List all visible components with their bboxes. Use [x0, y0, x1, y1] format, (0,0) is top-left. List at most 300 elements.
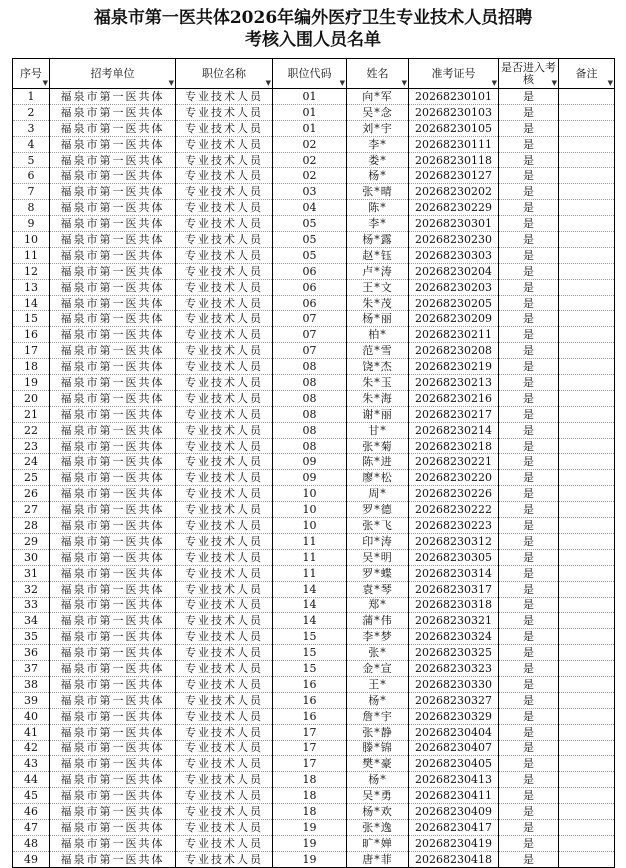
header-seq[interactable]	[13, 59, 50, 89]
cell-seq[interactable]: 6	[13, 168, 50, 184]
cell-position[interactable]: 专业技术人员	[176, 120, 273, 136]
cell-seq[interactable]: 16	[13, 327, 50, 343]
cell-name[interactable]: 范*雪	[347, 343, 409, 359]
cell-name[interactable]: 杨*丽	[347, 311, 409, 327]
cell-unit[interactable]: 福泉市第一医共体	[50, 104, 176, 120]
cell-name[interactable]: 杨*	[347, 168, 409, 184]
cell-remark[interactable]	[559, 200, 615, 216]
cell-exam-no[interactable]: 20268230209	[409, 311, 499, 327]
cell-remark[interactable]	[559, 692, 615, 708]
cell-position[interactable]: 专业技术人员	[176, 740, 273, 756]
cell-name[interactable]: 饶*杰	[347, 359, 409, 375]
cell-name[interactable]: 周*	[347, 486, 409, 502]
cell-exam-no[interactable]: 20268230314	[409, 565, 499, 581]
cell-code[interactable]: 07	[273, 327, 347, 343]
cell-remark[interactable]	[559, 438, 615, 454]
cell-enter[interactable]: 是	[499, 279, 559, 295]
cell-position[interactable]: 专业技术人员	[176, 486, 273, 502]
cell-seq[interactable]: 31	[13, 565, 50, 581]
cell-remark[interactable]	[559, 533, 615, 549]
cell-unit[interactable]: 福泉市第一医共体	[50, 724, 176, 740]
cell-name[interactable]: 甘*	[347, 422, 409, 438]
cell-seq[interactable]: 1	[13, 89, 50, 105]
cell-code[interactable]: 19	[273, 851, 347, 867]
cell-enter[interactable]: 是	[499, 819, 559, 835]
cell-remark[interactable]	[559, 613, 615, 629]
cell-code[interactable]: 16	[273, 708, 347, 724]
cell-enter[interactable]: 是	[499, 184, 559, 200]
cell-name[interactable]: 郑*	[347, 597, 409, 613]
cell-position[interactable]: 专业技术人员	[176, 327, 273, 343]
cell-seq[interactable]: 30	[13, 549, 50, 565]
cell-name[interactable]: 李*	[347, 216, 409, 232]
cell-remark[interactable]	[559, 120, 615, 136]
cell-seq[interactable]: 47	[13, 819, 50, 835]
cell-remark[interactable]	[559, 454, 615, 470]
cell-unit[interactable]: 福泉市第一医共体	[50, 247, 176, 263]
cell-enter[interactable]: 是	[499, 152, 559, 168]
header-code[interactable]	[273, 59, 347, 89]
cell-unit[interactable]: 福泉市第一医共体	[50, 422, 176, 438]
cell-seq[interactable]: 43	[13, 756, 50, 772]
cell-remark[interactable]	[559, 486, 615, 502]
header-enter[interactable]	[499, 59, 559, 89]
cell-enter[interactable]: 是	[499, 486, 559, 502]
cell-enter[interactable]: 是	[499, 772, 559, 788]
cell-enter[interactable]: 是	[499, 533, 559, 549]
cell-position[interactable]: 专业技术人员	[176, 470, 273, 486]
cell-name[interactable]: 罗*德	[347, 502, 409, 518]
cell-name[interactable]: 印*涛	[347, 533, 409, 549]
cell-position[interactable]: 专业技术人员	[176, 581, 273, 597]
cell-exam-no[interactable]: 20268230413	[409, 772, 499, 788]
cell-unit[interactable]: 福泉市第一医共体	[50, 518, 176, 534]
cell-unit[interactable]: 福泉市第一医共体	[50, 454, 176, 470]
header-name[interactable]	[347, 59, 409, 89]
cell-exam-no[interactable]: 20268230417	[409, 819, 499, 835]
cell-name[interactable]: 唐*菲	[347, 851, 409, 867]
cell-seq[interactable]: 20	[13, 390, 50, 406]
cell-exam-no[interactable]: 20268230329	[409, 708, 499, 724]
cell-position[interactable]: 专业技术人员	[176, 232, 273, 248]
cell-seq[interactable]: 9	[13, 216, 50, 232]
cell-name[interactable]: 陈*	[347, 200, 409, 216]
cell-seq[interactable]: 5	[13, 152, 50, 168]
cell-code[interactable]: 14	[273, 613, 347, 629]
cell-enter[interactable]: 是	[499, 454, 559, 470]
cell-remark[interactable]	[559, 406, 615, 422]
cell-code[interactable]: 18	[273, 772, 347, 788]
cell-seq[interactable]: 17	[13, 343, 50, 359]
cell-unit[interactable]: 福泉市第一医共体	[50, 819, 176, 835]
cell-name[interactable]: 吴*明	[347, 549, 409, 565]
cell-unit[interactable]: 福泉市第一医共体	[50, 216, 176, 232]
cell-name[interactable]: 杨*	[347, 692, 409, 708]
cell-unit[interactable]: 福泉市第一医共体	[50, 661, 176, 677]
cell-name[interactable]: 朱*玉	[347, 375, 409, 391]
cell-exam-no[interactable]: 20268230321	[409, 613, 499, 629]
cell-name[interactable]: 陈*进	[347, 454, 409, 470]
cell-seq[interactable]: 22	[13, 422, 50, 438]
cell-remark[interactable]	[559, 232, 615, 248]
cell-enter[interactable]: 是	[499, 470, 559, 486]
cell-position[interactable]: 专业技术人员	[176, 661, 273, 677]
cell-unit[interactable]: 福泉市第一医共体	[50, 772, 176, 788]
cell-unit[interactable]: 福泉市第一医共体	[50, 279, 176, 295]
cell-code[interactable]: 14	[273, 581, 347, 597]
cell-unit[interactable]: 福泉市第一医共体	[50, 438, 176, 454]
cell-position[interactable]: 专业技术人员	[176, 613, 273, 629]
cell-seq[interactable]: 4	[13, 136, 50, 152]
cell-exam-no[interactable]: 20268230301	[409, 216, 499, 232]
cell-name[interactable]: 金*宣	[347, 661, 409, 677]
filter-dropdown-icon[interactable]: ▼	[401, 79, 407, 87]
cell-position[interactable]: 专业技术人员	[176, 851, 273, 867]
cell-code[interactable]: 08	[273, 375, 347, 391]
cell-exam-no[interactable]: 20268230418	[409, 851, 499, 867]
cell-remark[interactable]	[559, 216, 615, 232]
cell-position[interactable]: 专业技术人员	[176, 835, 273, 851]
cell-unit[interactable]: 福泉市第一医共体	[50, 804, 176, 820]
cell-enter[interactable]: 是	[499, 629, 559, 645]
cell-exam-no[interactable]: 20268230220	[409, 470, 499, 486]
cell-unit[interactable]: 福泉市第一医共体	[50, 486, 176, 502]
cell-code[interactable]: 05	[273, 216, 347, 232]
cell-position[interactable]: 专业技术人员	[176, 390, 273, 406]
cell-code[interactable]: 15	[273, 661, 347, 677]
cell-name[interactable]: 娄*	[347, 152, 409, 168]
cell-code[interactable]: 11	[273, 565, 347, 581]
cell-enter[interactable]: 是	[499, 804, 559, 820]
cell-name[interactable]: 杨*露	[347, 232, 409, 248]
cell-code[interactable]: 14	[273, 597, 347, 613]
cell-exam-no[interactable]: 20268230405	[409, 756, 499, 772]
filter-dropdown-icon[interactable]: ▼	[551, 79, 557, 87]
cell-position[interactable]: 专业技术人员	[176, 518, 273, 534]
cell-name[interactable]: 张*菊	[347, 438, 409, 454]
header-remark[interactable]	[559, 59, 615, 89]
cell-enter[interactable]: 是	[499, 422, 559, 438]
cell-seq[interactable]: 45	[13, 788, 50, 804]
cell-seq[interactable]: 44	[13, 772, 50, 788]
cell-unit[interactable]: 福泉市第一医共体	[50, 295, 176, 311]
cell-name[interactable]: 袁*琴	[347, 581, 409, 597]
cell-enter[interactable]: 是	[499, 89, 559, 105]
cell-position[interactable]: 专业技术人员	[176, 438, 273, 454]
cell-remark[interactable]	[559, 422, 615, 438]
cell-unit[interactable]: 福泉市第一医共体	[50, 470, 176, 486]
cell-seq[interactable]: 21	[13, 406, 50, 422]
cell-seq[interactable]: 14	[13, 295, 50, 311]
cell-remark[interactable]	[559, 772, 615, 788]
cell-remark[interactable]	[559, 645, 615, 661]
cell-enter[interactable]: 是	[499, 645, 559, 661]
cell-exam-no[interactable]: 20268230419	[409, 835, 499, 851]
cell-name[interactable]: 詹*宇	[347, 708, 409, 724]
cell-code[interactable]: 17	[273, 724, 347, 740]
cell-exam-no[interactable]: 20268230325	[409, 645, 499, 661]
cell-seq[interactable]: 37	[13, 661, 50, 677]
cell-remark[interactable]	[559, 804, 615, 820]
cell-exam-no[interactable]: 20268230208	[409, 343, 499, 359]
cell-enter[interactable]: 是	[499, 692, 559, 708]
cell-position[interactable]: 专业技术人员	[176, 676, 273, 692]
cell-name[interactable]: 张*	[347, 645, 409, 661]
cell-unit[interactable]: 福泉市第一医共体	[50, 263, 176, 279]
cell-remark[interactable]	[559, 89, 615, 105]
header-unit[interactable]	[50, 59, 176, 89]
cell-remark[interactable]	[559, 343, 615, 359]
cell-enter[interactable]: 是	[499, 438, 559, 454]
cell-enter[interactable]: 是	[499, 581, 559, 597]
cell-position[interactable]: 专业技术人员	[176, 104, 273, 120]
cell-seq[interactable]: 27	[13, 502, 50, 518]
cell-code[interactable]: 02	[273, 152, 347, 168]
cell-enter[interactable]: 是	[499, 835, 559, 851]
cell-name[interactable]: 杨*	[347, 772, 409, 788]
cell-exam-no[interactable]: 20268230404	[409, 724, 499, 740]
cell-code[interactable]: 17	[273, 740, 347, 756]
cell-seq[interactable]: 46	[13, 804, 50, 820]
cell-exam-no[interactable]: 20268230303	[409, 247, 499, 263]
cell-remark[interactable]	[559, 502, 615, 518]
cell-code[interactable]: 17	[273, 756, 347, 772]
cell-remark[interactable]	[559, 756, 615, 772]
cell-remark[interactable]	[559, 708, 615, 724]
cell-remark[interactable]	[559, 724, 615, 740]
cell-enter[interactable]: 是	[499, 565, 559, 581]
cell-exam-no[interactable]: 20268230330	[409, 676, 499, 692]
cell-seq[interactable]: 28	[13, 518, 50, 534]
cell-name[interactable]: 张*晴	[347, 184, 409, 200]
cell-enter[interactable]: 是	[499, 549, 559, 565]
cell-remark[interactable]	[559, 470, 615, 486]
cell-name[interactable]: 张*逸	[347, 819, 409, 835]
cell-name[interactable]: 罗*蝶	[347, 565, 409, 581]
cell-exam-no[interactable]: 20268230202	[409, 184, 499, 200]
cell-name[interactable]: 樊*豪	[347, 756, 409, 772]
cell-code[interactable]: 06	[273, 279, 347, 295]
cell-enter[interactable]: 是	[499, 597, 559, 613]
cell-remark[interactable]	[559, 279, 615, 295]
cell-position[interactable]: 专业技术人员	[176, 311, 273, 327]
cell-name[interactable]: 李*梦	[347, 629, 409, 645]
cell-code[interactable]: 08	[273, 359, 347, 375]
cell-unit[interactable]: 福泉市第一医共体	[50, 343, 176, 359]
cell-exam-no[interactable]: 20268230317	[409, 581, 499, 597]
cell-position[interactable]: 专业技术人员	[176, 200, 273, 216]
cell-remark[interactable]	[559, 581, 615, 597]
cell-position[interactable]: 专业技术人员	[176, 422, 273, 438]
cell-position[interactable]: 专业技术人员	[176, 804, 273, 820]
cell-remark[interactable]	[559, 661, 615, 677]
cell-exam-no[interactable]: 20268230223	[409, 518, 499, 534]
cell-code[interactable]: 07	[273, 343, 347, 359]
cell-enter[interactable]: 是	[499, 740, 559, 756]
cell-code[interactable]: 19	[273, 835, 347, 851]
cell-position[interactable]: 专业技术人员	[176, 819, 273, 835]
cell-unit[interactable]: 福泉市第一医共体	[50, 613, 176, 629]
cell-position[interactable]: 专业技术人员	[176, 89, 273, 105]
cell-exam-no[interactable]: 20268230229	[409, 200, 499, 216]
cell-unit[interactable]: 福泉市第一医共体	[50, 232, 176, 248]
cell-enter[interactable]: 是	[499, 216, 559, 232]
cell-exam-no[interactable]: 20268230327	[409, 692, 499, 708]
cell-remark[interactable]	[559, 311, 615, 327]
cell-exam-no[interactable]: 20268230127	[409, 168, 499, 184]
cell-enter[interactable]: 是	[499, 168, 559, 184]
cell-enter[interactable]: 是	[499, 120, 559, 136]
cell-code[interactable]: 05	[273, 247, 347, 263]
cell-position[interactable]: 专业技术人员	[176, 184, 273, 200]
cell-position[interactable]: 专业技术人员	[176, 152, 273, 168]
cell-unit[interactable]: 福泉市第一医共体	[50, 359, 176, 375]
cell-seq[interactable]: 2	[13, 104, 50, 120]
filter-dropdown-icon[interactable]: ▼	[265, 79, 271, 87]
cell-seq[interactable]: 12	[13, 263, 50, 279]
cell-name[interactable]: 滕*锦	[347, 740, 409, 756]
cell-seq[interactable]: 42	[13, 740, 50, 756]
cell-position[interactable]: 专业技术人员	[176, 756, 273, 772]
cell-seq[interactable]: 38	[13, 676, 50, 692]
cell-unit[interactable]: 福泉市第一医共体	[50, 645, 176, 661]
cell-exam-no[interactable]: 20268230111	[409, 136, 499, 152]
cell-unit[interactable]: 福泉市第一医共体	[50, 708, 176, 724]
cell-exam-no[interactable]: 20268230204	[409, 263, 499, 279]
cell-name[interactable]: 旷*婵	[347, 835, 409, 851]
cell-code[interactable]: 03	[273, 184, 347, 200]
cell-enter[interactable]: 是	[499, 247, 559, 263]
cell-code[interactable]: 18	[273, 788, 347, 804]
cell-unit[interactable]: 福泉市第一医共体	[50, 200, 176, 216]
cell-remark[interactable]	[559, 359, 615, 375]
cell-enter[interactable]: 是	[499, 613, 559, 629]
cell-exam-no[interactable]: 20268230312	[409, 533, 499, 549]
cell-seq[interactable]: 34	[13, 613, 50, 629]
cell-position[interactable]: 专业技术人员	[176, 454, 273, 470]
cell-position[interactable]: 专业技术人员	[176, 645, 273, 661]
cell-code[interactable]: 18	[273, 804, 347, 820]
cell-remark[interactable]	[559, 819, 615, 835]
cell-enter[interactable]: 是	[499, 676, 559, 692]
cell-seq[interactable]: 13	[13, 279, 50, 295]
cell-seq[interactable]: 26	[13, 486, 50, 502]
cell-unit[interactable]: 福泉市第一医共体	[50, 581, 176, 597]
cell-unit[interactable]: 福泉市第一医共体	[50, 740, 176, 756]
cell-name[interactable]: 柏*	[347, 327, 409, 343]
cell-position[interactable]: 专业技术人员	[176, 629, 273, 645]
cell-code[interactable]: 01	[273, 104, 347, 120]
cell-exam-no[interactable]: 20268230205	[409, 295, 499, 311]
cell-code[interactable]: 01	[273, 89, 347, 105]
cell-unit[interactable]: 福泉市第一医共体	[50, 851, 176, 867]
cell-code[interactable]: 19	[273, 819, 347, 835]
cell-remark[interactable]	[559, 152, 615, 168]
cell-name[interactable]: 李*	[347, 136, 409, 152]
cell-unit[interactable]: 福泉市第一医共体	[50, 406, 176, 422]
cell-unit[interactable]: 福泉市第一医共体	[50, 565, 176, 581]
cell-remark[interactable]	[559, 629, 615, 645]
cell-exam-no[interactable]: 20268230411	[409, 788, 499, 804]
cell-unit[interactable]: 福泉市第一医共体	[50, 311, 176, 327]
cell-seq[interactable]: 7	[13, 184, 50, 200]
cell-remark[interactable]	[559, 390, 615, 406]
cell-seq[interactable]: 35	[13, 629, 50, 645]
cell-remark[interactable]	[559, 247, 615, 263]
cell-position[interactable]: 专业技术人员	[176, 247, 273, 263]
cell-name[interactable]: 张*飞	[347, 518, 409, 534]
cell-seq[interactable]: 24	[13, 454, 50, 470]
cell-name[interactable]: 廖*松	[347, 470, 409, 486]
cell-position[interactable]: 专业技术人员	[176, 708, 273, 724]
cell-unit[interactable]: 福泉市第一医共体	[50, 597, 176, 613]
cell-unit[interactable]: 福泉市第一医共体	[50, 390, 176, 406]
cell-seq[interactable]: 32	[13, 581, 50, 597]
filter-dropdown-icon[interactable]: ▼	[339, 79, 345, 87]
cell-code[interactable]: 10	[273, 486, 347, 502]
cell-seq[interactable]: 10	[13, 232, 50, 248]
cell-position[interactable]: 专业技术人员	[176, 359, 273, 375]
cell-unit[interactable]: 福泉市第一医共体	[50, 375, 176, 391]
cell-exam-no[interactable]: 20268230221	[409, 454, 499, 470]
cell-code[interactable]: 15	[273, 645, 347, 661]
cell-position[interactable]: 专业技术人员	[176, 549, 273, 565]
cell-exam-no[interactable]: 20268230105	[409, 120, 499, 136]
cell-remark[interactable]	[559, 676, 615, 692]
cell-position[interactable]: 专业技术人员	[176, 136, 273, 152]
cell-name[interactable]: 谢*丽	[347, 406, 409, 422]
cell-unit[interactable]: 福泉市第一医共体	[50, 89, 176, 105]
cell-code[interactable]: 08	[273, 406, 347, 422]
cell-enter[interactable]: 是	[499, 295, 559, 311]
cell-exam-no[interactable]: 20268230222	[409, 502, 499, 518]
cell-remark[interactable]	[559, 565, 615, 581]
cell-code[interactable]: 08	[273, 390, 347, 406]
cell-seq[interactable]: 41	[13, 724, 50, 740]
cell-seq[interactable]: 3	[13, 120, 50, 136]
cell-unit[interactable]: 福泉市第一医共体	[50, 549, 176, 565]
cell-position[interactable]: 专业技术人员	[176, 406, 273, 422]
cell-exam-no[interactable]: 20268230211	[409, 327, 499, 343]
header-position[interactable]	[176, 59, 273, 89]
filter-dropdown-icon[interactable]: ▼	[491, 79, 497, 87]
cell-exam-no[interactable]: 20268230118	[409, 152, 499, 168]
cell-seq[interactable]: 25	[13, 470, 50, 486]
cell-enter[interactable]: 是	[499, 359, 559, 375]
cell-code[interactable]: 02	[273, 136, 347, 152]
cell-name[interactable]: 王*文	[347, 279, 409, 295]
cell-exam-no[interactable]: 20268230103	[409, 104, 499, 120]
cell-unit[interactable]: 福泉市第一医共体	[50, 136, 176, 152]
cell-name[interactable]: 吴*念	[347, 104, 409, 120]
cell-position[interactable]: 专业技术人员	[176, 772, 273, 788]
cell-remark[interactable]	[559, 263, 615, 279]
cell-name[interactable]: 朱*茂	[347, 295, 409, 311]
cell-remark[interactable]	[559, 184, 615, 200]
cell-enter[interactable]: 是	[499, 502, 559, 518]
cell-exam-no[interactable]: 20268230407	[409, 740, 499, 756]
filter-dropdown-icon[interactable]: ▼	[607, 79, 613, 87]
cell-remark[interactable]	[559, 168, 615, 184]
cell-position[interactable]: 专业技术人员	[176, 216, 273, 232]
cell-unit[interactable]: 福泉市第一医共体	[50, 835, 176, 851]
cell-unit[interactable]: 福泉市第一医共体	[50, 184, 176, 200]
cell-name[interactable]: 张*静	[347, 724, 409, 740]
filter-dropdown-icon[interactable]: ▼	[42, 79, 48, 87]
cell-code[interactable]: 10	[273, 518, 347, 534]
cell-enter[interactable]: 是	[499, 661, 559, 677]
cell-seq[interactable]: 48	[13, 835, 50, 851]
